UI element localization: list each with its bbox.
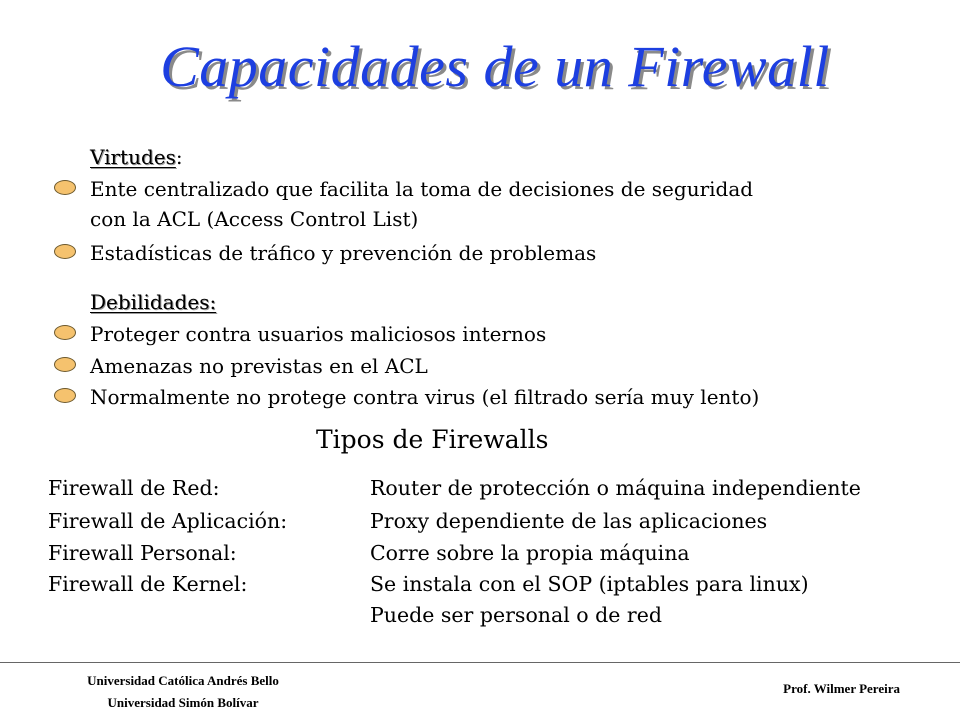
firewall-type-desc: Se instala con el SOP (iptables para linux) xyxy=(370,572,809,596)
debilidades-item-1 xyxy=(90,319,546,349)
virtudes-heading xyxy=(90,145,183,169)
debilidades-item-2 xyxy=(90,351,428,381)
firewall-type-desc: Proxy dependiente de las aplicaciones xyxy=(370,509,768,533)
tipos-heading: Tipos de Firewalls xyxy=(316,425,549,454)
bullet-icon xyxy=(54,357,76,372)
virtudes-item-1-cont xyxy=(90,204,418,234)
debilidades-item-3-text: Normalmente no protege contra virus (el filtrado sería muy lento) xyxy=(90,385,760,409)
virtudes-item-1-line2: con la ACL (Access Control List) xyxy=(90,207,419,231)
virtudes-item-2 xyxy=(90,238,596,268)
virtudes-heading-label: Virtudes xyxy=(90,145,176,169)
footer-university-1: Universidad Católica Andrés Bello xyxy=(87,673,279,688)
debilidades-item-1-text: Proteger contra usuarios maliciosos internos xyxy=(90,322,547,346)
firewall-type-desc: Puede ser personal o de red xyxy=(370,603,662,627)
debilidades-item-2-text: Amenazas no previstas en el ACL xyxy=(90,354,428,378)
bullet-icon xyxy=(54,180,76,195)
firewall-type-name: Firewall de Aplicación: xyxy=(48,509,288,533)
firewall-type-name: Firewall de Kernel: xyxy=(48,572,248,596)
debilidades-item-3 xyxy=(90,382,759,412)
debilidades-heading-label: Debilidades: xyxy=(90,290,217,314)
footer-divider xyxy=(0,662,960,663)
bullet-icon xyxy=(54,244,76,259)
firewall-type-desc: Router de protección o máquina independiente xyxy=(370,476,861,500)
footer-university-2: Universidad Simón Bolívar xyxy=(107,695,259,710)
bullet-icon xyxy=(54,388,76,403)
virtudes-item-1 xyxy=(90,174,753,204)
slide-title: Capacidades de un Firewall xyxy=(160,34,830,99)
firewall-type-name: Firewall Personal: xyxy=(48,541,237,565)
virtudes-item-2-line1: Estadísticas de tráfico y prevención de problemas xyxy=(90,241,597,265)
virtudes-item-1-line1: Ente centralizado que facilita la toma de decisiones de seguridad xyxy=(90,177,754,201)
debilidades-heading xyxy=(90,290,216,314)
footer-institutions xyxy=(48,670,318,714)
firewall-type-name: Firewall de Red: xyxy=(48,476,220,500)
virtudes-heading-colon: : xyxy=(175,145,183,169)
firewall-type-desc: Corre sobre la propia máquina xyxy=(370,541,690,565)
footer-author: Prof. Wilmer Pereira xyxy=(783,681,900,696)
bullet-icon xyxy=(54,325,76,340)
